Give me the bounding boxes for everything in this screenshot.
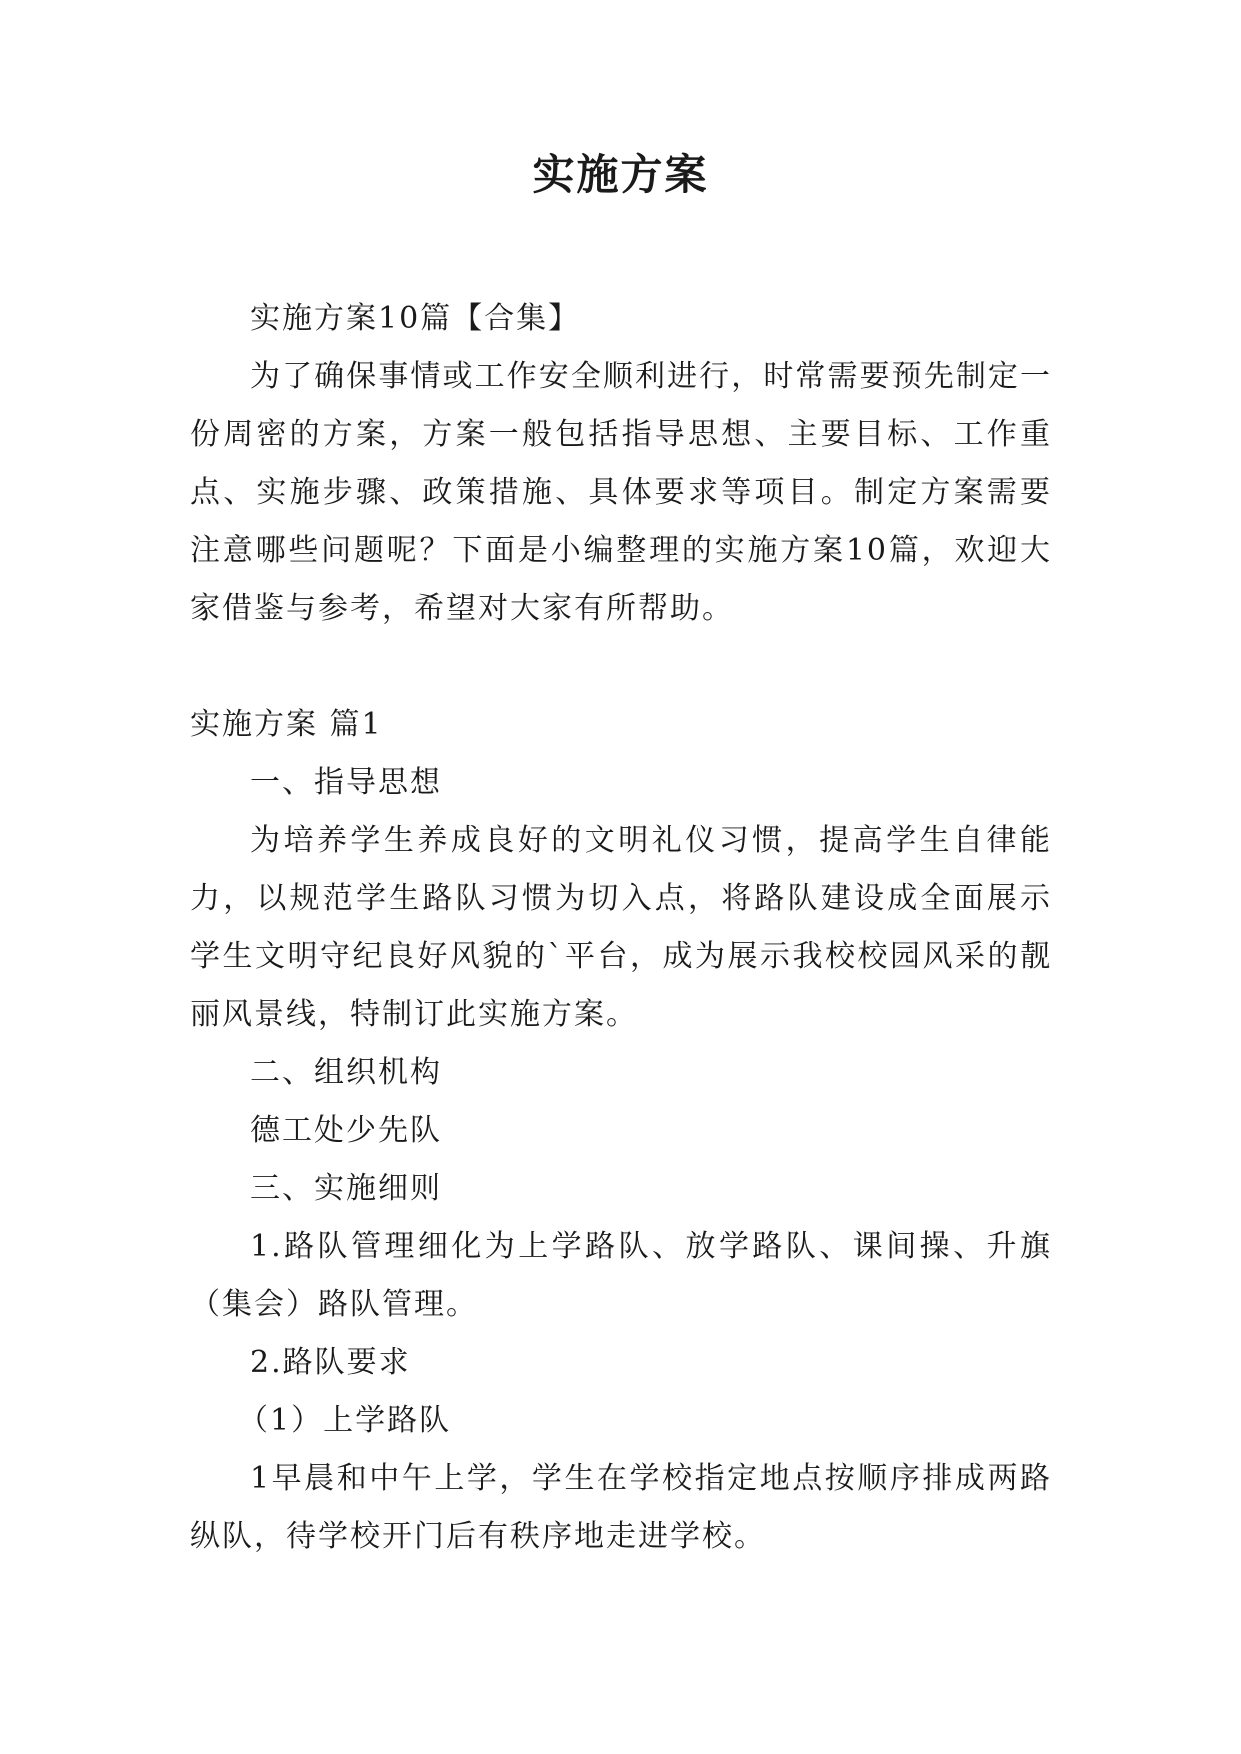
paragraph-organization: 德工处少先队: [250, 1113, 442, 1148]
section-title: 实施方案 篇1: [190, 707, 383, 742]
document-body: [190, 290, 1052, 1566]
heading-guiding-ideology: 一、指导思想: [250, 765, 442, 800]
document-title: 实施方案: [532, 150, 709, 199]
paragraph-rule-1: 1.路队管理细化为上学路队、放学路队、课间操、升旗（集会）路队管理。: [190, 1229, 1052, 1322]
paragraph-rule-2-1-detail: 1早晨和中午上学，学生在学校指定地点按顺序排成两路纵队，待学校开门后有秩序地走进学校。: [190, 1461, 1052, 1554]
intro-paragraph: 为了确保事情或工作安全顺利进行，时常需要预先制定一份周密的方案，方案一般包括指导思想、主要目标、工作重点、实施步骤、政策措施、具体要求等项目。制定方案需要注意哪些问题呢？下面是小编整理的实施方案10篇，欢迎大家借鉴与参考，希望对大家有所帮助。: [190, 359, 1052, 626]
heading-organization: 二、组织机构: [250, 1055, 442, 1090]
section-gap: [190, 638, 1052, 696]
paragraph-rule-2: 2.路队要求: [250, 1345, 411, 1380]
intro-heading: 实施方案10篇【合集】: [250, 301, 581, 336]
paragraph-guiding-ideology: 为培养学生养成良好的文明礼仪习惯，提高学生自律能力，以规范学生路队习惯为切入点，将路队建设成全面展示学生文明守纪良好风貌的`平台，成为展示我校校园风采的靓丽风景线，特制订此实施方案。: [190, 823, 1052, 1032]
paragraph-rule-2-1: （1）上学路队: [238, 1403, 452, 1438]
heading-implementation-rules: 三、实施细则: [250, 1171, 442, 1206]
